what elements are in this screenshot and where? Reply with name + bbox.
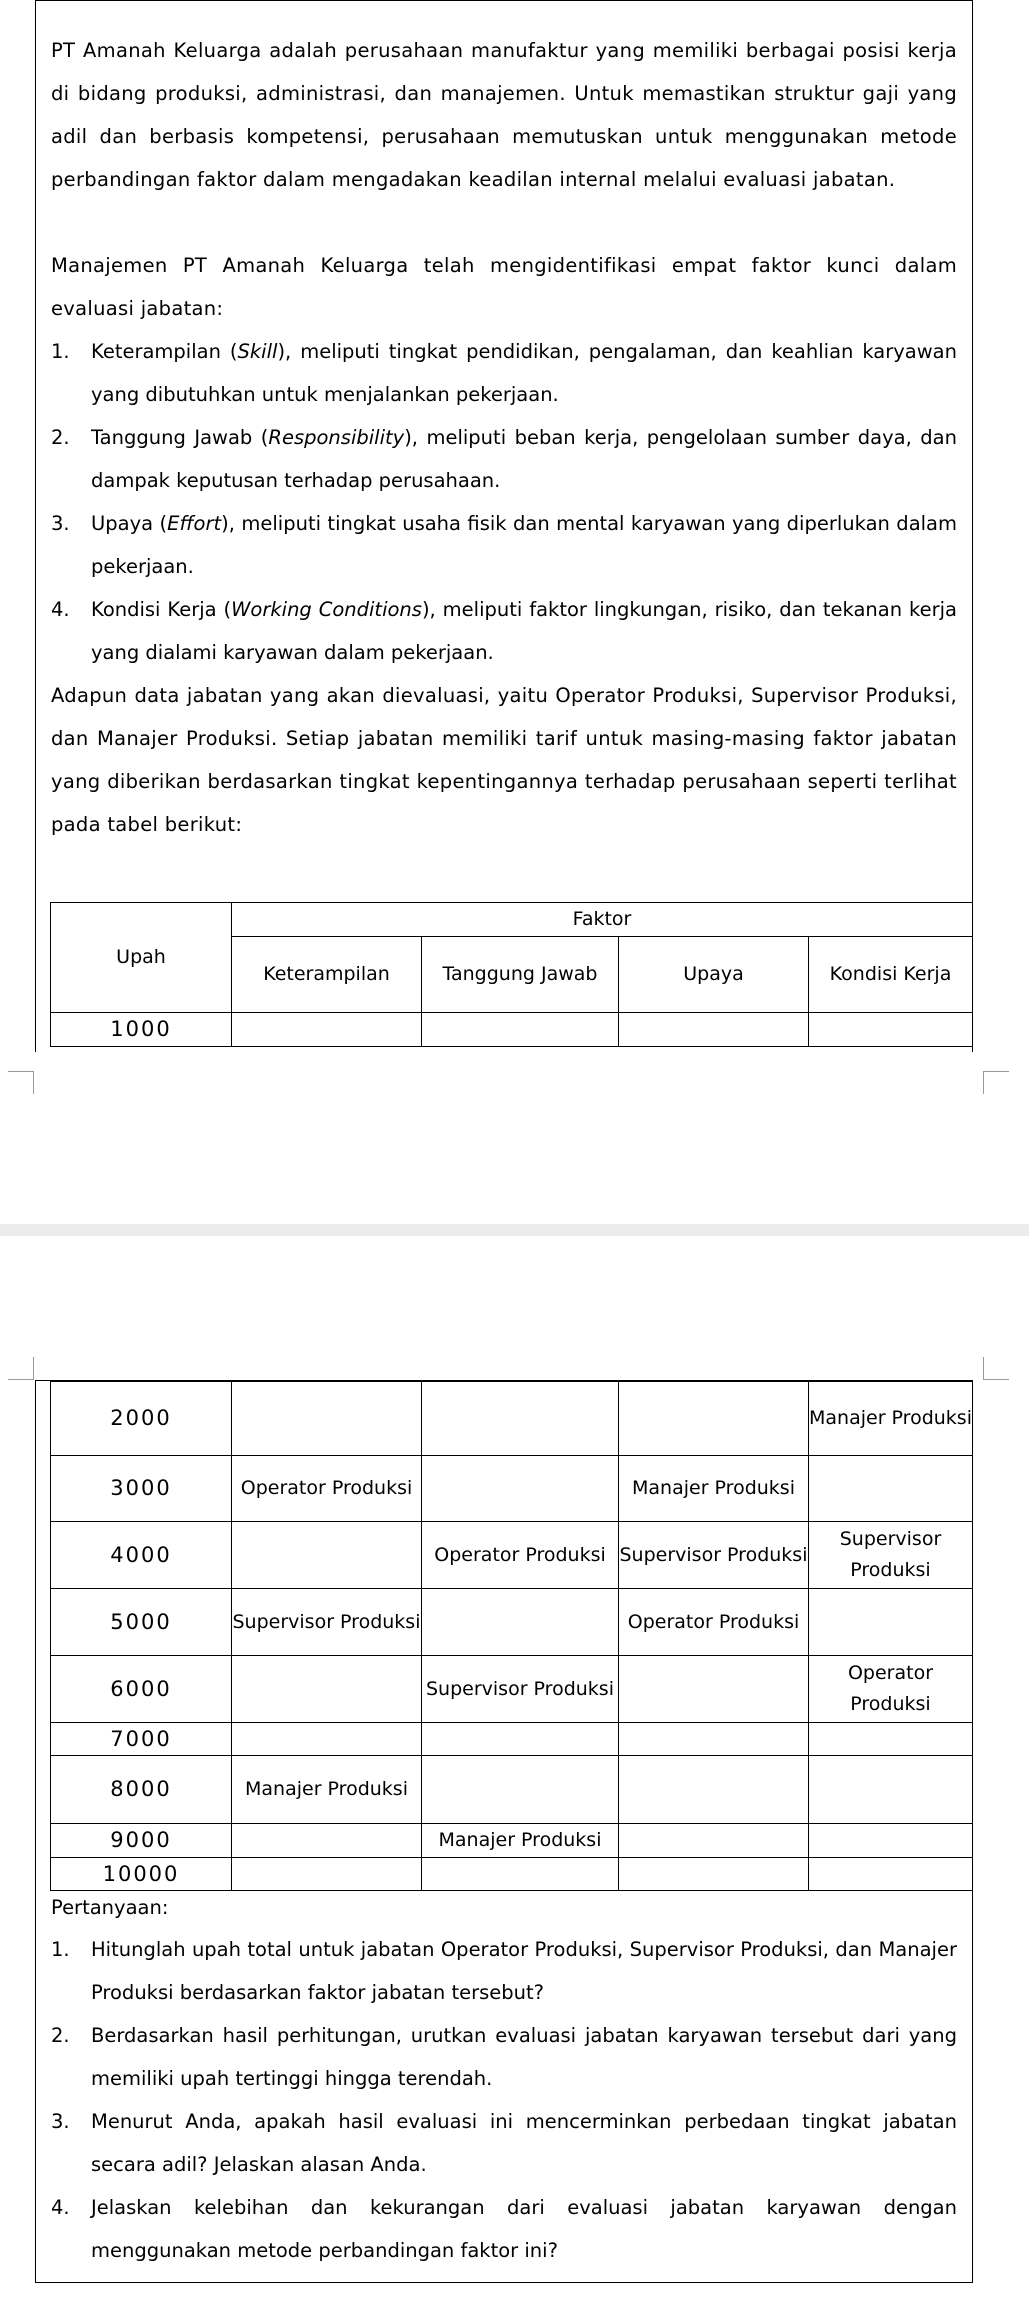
table-cell (619, 1858, 809, 1891)
table-cell (232, 1824, 422, 1858)
column-header-skill: Keterampilan (232, 937, 422, 1013)
table-row (51, 1756, 973, 1824)
question-item: 3. Menurut Anda, apakah hasil evaluasi ini mencerminkan perbedaan tingkat jabatan secara adil? Jelaskan alasan Anda. (51, 2110, 957, 2176)
factor-table-part-2 (50, 1381, 973, 1891)
table-cell (809, 1456, 973, 1522)
wage-cell: 9000 (51, 1824, 232, 1858)
table-cell (422, 1589, 619, 1656)
table-cell (809, 1756, 973, 1824)
crop-mark (983, 1357, 1009, 1380)
wage-cell: 1000 (51, 1013, 232, 1047)
table-cell: Manajer Produksi (619, 1456, 809, 1522)
table-cell (422, 1756, 619, 1824)
wage-cell: 8000 (51, 1756, 232, 1824)
question-item: 2. Berdasarkan hasil perhitungan, urutkan evaluasi jabatan karyawan tersebut dari yang memiliki upah tertinggi hingga terendah. (51, 2024, 957, 2090)
crop-mark (983, 1071, 1009, 1094)
table-cell (809, 1723, 973, 1756)
table-cell: Manajer Produksi (422, 1824, 619, 1858)
table-row (51, 1656, 973, 1723)
table-row (51, 1589, 973, 1656)
questions-title: Pertanyaan: (51, 1896, 169, 1919)
table-cell (232, 1656, 422, 1723)
wage-cell: 7000 (51, 1723, 232, 1756)
table-cell: Operator Produksi (422, 1522, 619, 1589)
table-row (51, 1456, 973, 1522)
wage-cell: 4000 (51, 1522, 232, 1589)
crop-mark (8, 1071, 34, 1094)
table-row (51, 1858, 973, 1891)
table-cell (619, 1382, 809, 1456)
wage-header: Upah (51, 903, 232, 1013)
factor-table-part-1 (50, 902, 973, 1047)
crop-mark (8, 1357, 34, 1380)
table-cell (809, 1858, 973, 1891)
column-header-effort: Upaya (619, 937, 809, 1013)
table-row (51, 1522, 973, 1589)
intro-paragraph-3: Adapun data jabatan yang akan dievaluasi, yaitu Operator Produksi, Supervisor Produksi, dan Manajer Produksi. Setiap jabatan memiliki tarif untuk masing-masing faktor jabatan yang diberikan berdasarkan tingkat kepentingannya terhadap perusahaan seperti terlihat pada tabel berikut: (51, 684, 957, 836)
table-cell (232, 1858, 422, 1891)
factor-item: 1. Keterampilan (Skill), meliputi tingkat pendidikan, pengalaman, dan keahlian karyawan yang dibutuhkan untuk menjalankan pekerjaan. (51, 340, 957, 406)
factor-item: 3. Upaya (Effort), meliputi tingkat usaha fisik dan mental karyawan yang diperlukan dalam pekerjaan. (51, 512, 958, 578)
table-row (51, 1382, 973, 1456)
column-header-working-conditions: Kondisi Kerja (809, 937, 973, 1013)
factor-list (51, 330, 957, 674)
question-list (51, 1928, 957, 2272)
intro-section (51, 29, 957, 846)
table-cell: Supervisor Produksi (619, 1522, 809, 1589)
table-cell (619, 1824, 809, 1858)
document-page-1 (35, 0, 973, 1052)
table-cell (619, 1756, 809, 1824)
table-cell (809, 1824, 973, 1858)
table-cell: Manajer Produksi (809, 1382, 973, 1456)
question-item: 4. Jelaskan kelebihan dan kekurangan dari evaluasi jabatan karyawan dengan menggunakan metode perbandingan faktor ini? (51, 2196, 957, 2262)
factor-item: 2. Tanggung Jawab (Responsibility), meliputi beban kerja, pengelolaan sumber daya, dan dampak keputusan terhadap perusahaan. (51, 426, 957, 492)
wage-cell: 2000 (51, 1382, 232, 1456)
table-cell (232, 1723, 422, 1756)
questions-section (51, 1893, 957, 2272)
wage-cell: 3000 (51, 1456, 232, 1522)
intro-paragraph-1: PT Amanah Keluarga adalah perusahaan manufaktur yang memiliki berbagai posisi kerja di bidang produksi, administrasi, dan manajemen. Untuk memastikan struktur gaji yang adil dan berbasis kompetensi, perusahaan memutuskan untuk menggunakan metode perbandingan faktor dalam mengadakan keadilan internal melalui evaluasi jabatan. (51, 39, 957, 191)
factor-header: Faktor (232, 903, 973, 937)
table-cell: Operator Produksi (232, 1456, 422, 1522)
table-cell (422, 1456, 619, 1522)
wage-cell: 5000 (51, 1589, 232, 1656)
factor-item: 4. Kondisi Kerja (Working Conditions), meliputi faktor lingkungan, risiko, dan tekanan kerja yang dialami karyawan dalam pekerjaan. (51, 598, 957, 664)
table-cell (232, 1522, 422, 1589)
column-header-responsibility: Tanggung Jawab (422, 937, 619, 1013)
page-break (0, 1224, 1029, 1236)
wage-cell: 6000 (51, 1656, 232, 1723)
table-row (51, 1824, 973, 1858)
table-row (51, 1723, 973, 1756)
question-item: 1. Hitunglah upah total untuk jabatan Operator Produksi, Supervisor Produksi, dan Manajer Produksi berdasarkan faktor jabatan tersebut? (51, 1938, 957, 2004)
table-cell (422, 1723, 619, 1756)
intro-paragraph-2: Manajemen PT Amanah Keluarga telah mengidentifikasi empat faktor kunci dalam evaluasi jabatan: (51, 254, 957, 320)
table-cell: Operator Produksi (619, 1589, 809, 1656)
table-cell: Operator Produksi (809, 1656, 973, 1723)
table-cell: Supervisor Produksi (809, 1522, 973, 1589)
wage-cell: 10000 (51, 1858, 232, 1891)
table-row (51, 1013, 973, 1047)
table-cell (232, 1382, 422, 1456)
table-cell (422, 1382, 619, 1456)
table-cell (422, 1858, 619, 1891)
document-page-2 (35, 1380, 973, 2283)
table-cell (809, 1589, 973, 1656)
table-cell: Supervisor Produksi (422, 1656, 619, 1723)
table-cell (619, 1656, 809, 1723)
table-cell: Manajer Produksi (232, 1756, 422, 1824)
table-cell: Supervisor Produksi (232, 1589, 422, 1656)
table-cell (619, 1723, 809, 1756)
